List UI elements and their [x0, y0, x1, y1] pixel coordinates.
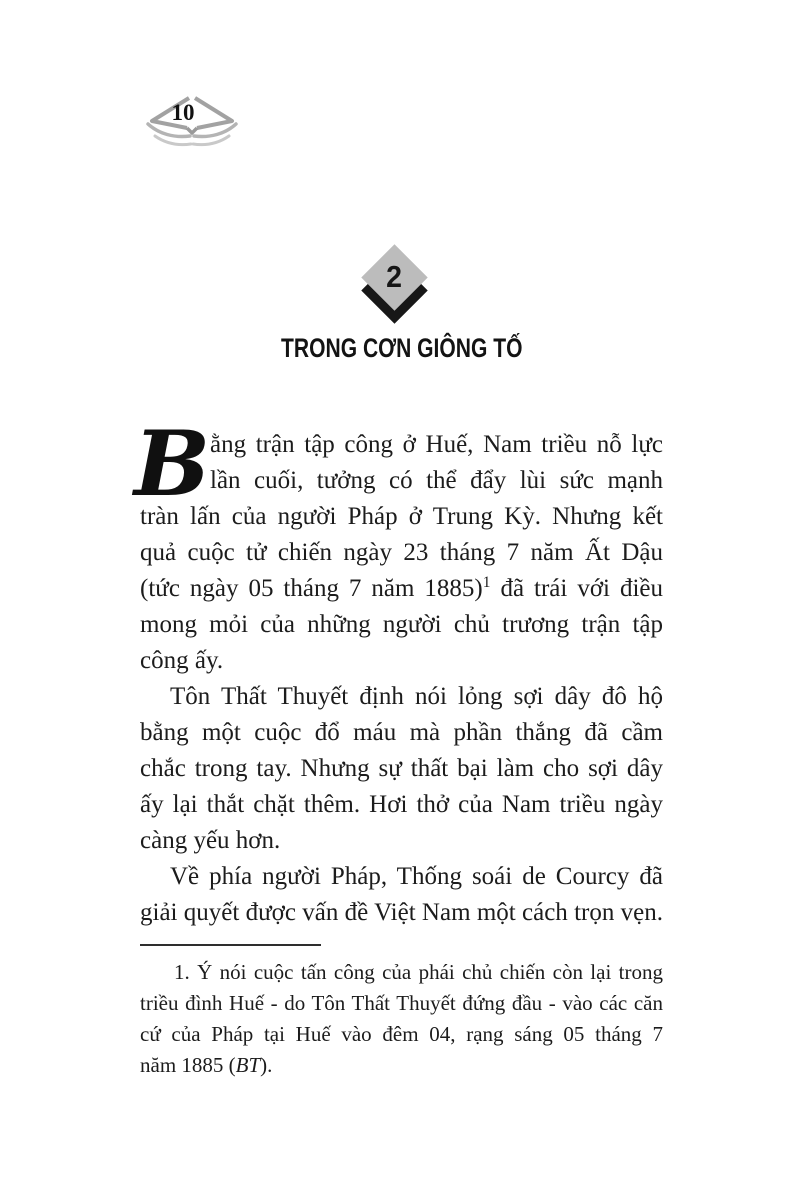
- body-line: quả cuộc tử chiến ngày 23 tháng 7 năm Ất Dậu: [140, 539, 663, 566]
- footnote-reference: 1: [482, 574, 491, 591]
- body-text: [134, 411, 663, 1081]
- body-line: ằng trận tập công ở Huế, Nam triều nỗ lực: [210, 431, 663, 458]
- chapter-title: TRONG CƠN GIÔNG TỐ: [280, 333, 523, 363]
- body-line: càng yếu hơn.: [140, 827, 281, 854]
- footnote-line: 1. Ý nói cuộc tấn công của phái chủ chiến còn lại trong: [174, 960, 663, 984]
- body-line: mong mỏi của những người chủ trương trận tập: [140, 611, 663, 638]
- body-line: công ấy.: [140, 647, 224, 674]
- body-line: ấy lại thắt chặt thêm. Hơi thở của Nam triều ngày: [140, 791, 663, 818]
- body-line: lần cuối, tưởng có thể đẩy lùi sức mạnh: [210, 467, 663, 494]
- body-line: Tôn Thất Thuyết định nói lỏng sợi dây đô hộ: [170, 683, 663, 710]
- footnote-abbreviation: BT: [235, 1053, 261, 1077]
- body-line: tràn lấn của người Pháp ở Trung Kỳ. Nhưng kết: [140, 503, 663, 530]
- body-line: Về phía người Pháp, Thống soái de Courcy đã: [170, 863, 663, 890]
- footnote-line: cứ của Pháp tại Huế vào đêm 04, rạng sáng 05 tháng 7: [140, 1022, 663, 1046]
- chapter-number: 2: [386, 259, 402, 294]
- body-line: bằng một cuộc đổ máu mà phần thắng đã cầm: [140, 719, 663, 746]
- body-line: chắc trong tay. Nhưng sự thất bại làm cho sợi dây: [140, 755, 663, 782]
- body-line: giải quyết được vấn đề Việt Nam một cách trọn vẹn.: [140, 899, 663, 926]
- chapter-badge: [344, 244, 444, 330]
- body-line: (tức ngày 05 tháng 7 năm 1885)$^1$ đã trái với điều: [140, 574, 663, 602]
- footnote-separator: [140, 944, 321, 946]
- paragraph-1-wrapped-lines: [210, 427, 663, 499]
- page-number: 10: [171, 100, 195, 125]
- drop-cap: B: [134, 411, 211, 517]
- footnote-line: năm 1885 (BT).: [140, 1053, 273, 1077]
- footnote-line: triều đình Huế - do Tôn Thất Thuyết đứng đầu - vào các căn: [140, 991, 663, 1015]
